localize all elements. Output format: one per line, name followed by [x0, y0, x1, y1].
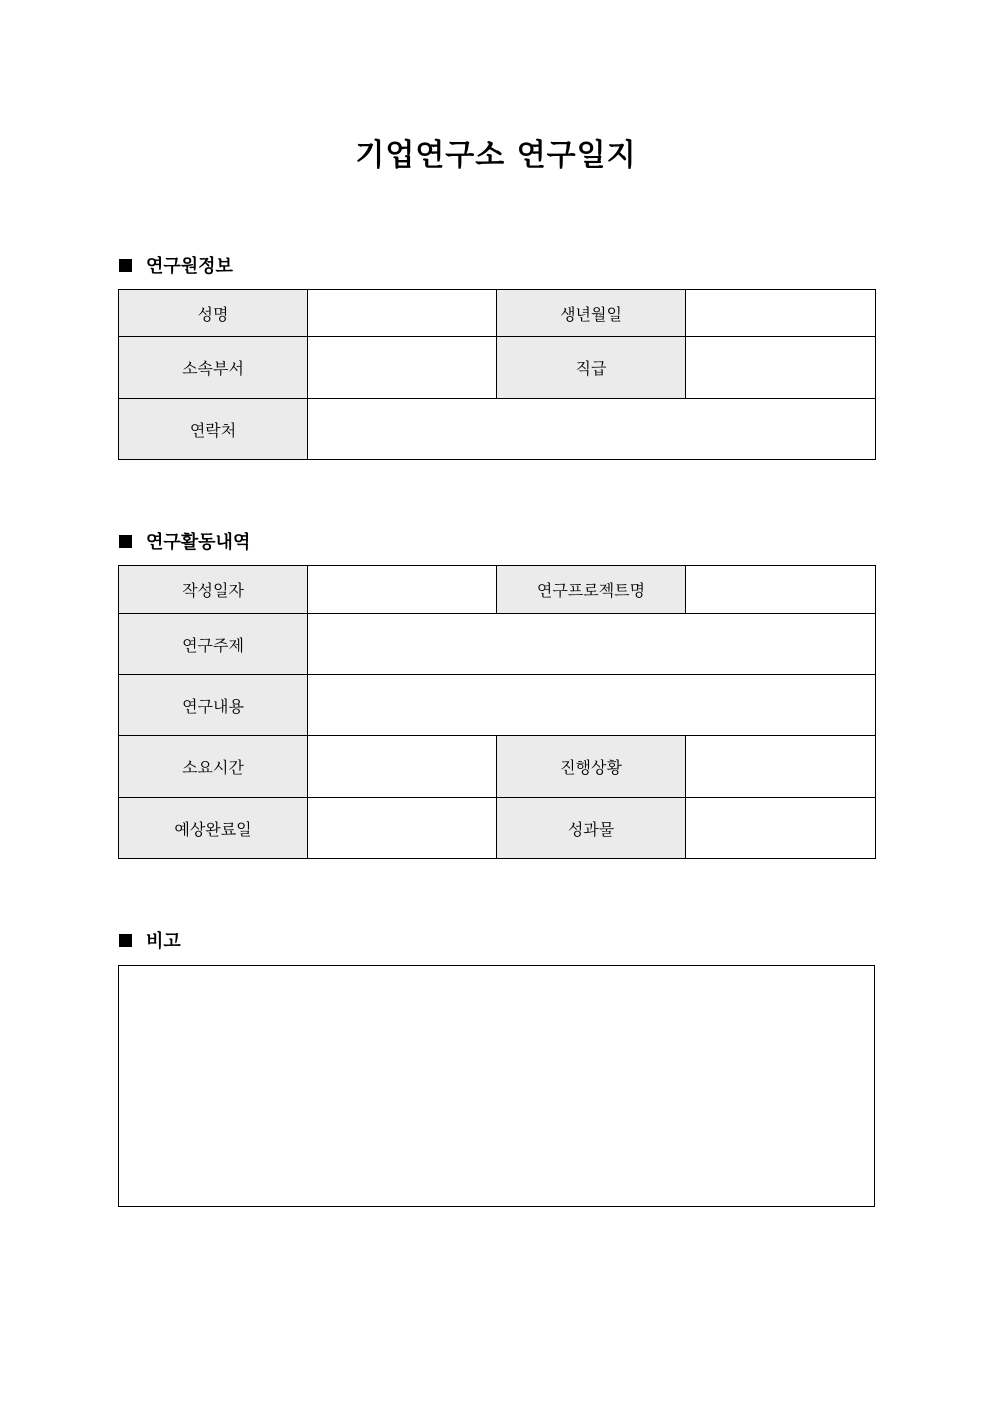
duration-field[interactable] [308, 736, 497, 798]
page-title: 기업연구소 연구일지 [355, 138, 637, 173]
duration-label: 소요시간 [119, 736, 308, 798]
table-row [119, 566, 876, 614]
department-field[interactable] [308, 337, 497, 399]
section-heading-label: 연구활동내역 [146, 532, 251, 553]
date-field[interactable] [308, 566, 497, 614]
square-bullet-icon [119, 535, 132, 548]
project-label: 연구프로젝트명 [497, 566, 686, 614]
table-row [119, 290, 876, 337]
expected-completion-field[interactable] [308, 798, 497, 859]
progress-field[interactable] [686, 736, 876, 798]
topic-label: 연구주제 [119, 614, 308, 675]
table-row [119, 736, 876, 798]
progress-label: 진행상황 [497, 736, 686, 798]
name-field[interactable] [308, 290, 497, 337]
section-heading-label: 연구원정보 [146, 256, 233, 277]
birthdate-field[interactable] [686, 290, 876, 337]
square-bullet-icon [119, 934, 132, 947]
section-heading-research-activity [119, 529, 250, 553]
position-field[interactable] [686, 337, 876, 399]
table-row [119, 337, 876, 399]
position-label: 직급 [497, 337, 686, 399]
contact-field[interactable] [308, 399, 876, 460]
expected-completion-label: 예상완료일 [119, 798, 308, 859]
results-field[interactable] [686, 798, 876, 859]
table-row [119, 614, 876, 675]
remarks-field[interactable] [118, 965, 875, 1207]
content-field[interactable] [308, 675, 876, 736]
content-label: 연구내용 [119, 675, 308, 736]
birthdate-label: 생년월일 [497, 290, 686, 337]
topic-field[interactable] [308, 614, 876, 675]
researcher-info-table [118, 289, 876, 460]
table-row [119, 798, 876, 859]
section-heading-researcher-info [119, 253, 233, 277]
section-heading-label: 비고 [146, 931, 181, 952]
name-label: 성명 [119, 290, 308, 337]
date-label: 작성일자 [119, 566, 308, 614]
section-heading-remarks [119, 928, 181, 952]
table-row [119, 399, 876, 460]
table-row [119, 675, 876, 736]
square-bullet-icon [119, 259, 132, 272]
project-field[interactable] [686, 566, 876, 614]
department-label: 소속부서 [119, 337, 308, 399]
research-activity-table [118, 565, 876, 859]
results-label: 성과물 [497, 798, 686, 859]
contact-label: 연락처 [119, 399, 308, 460]
